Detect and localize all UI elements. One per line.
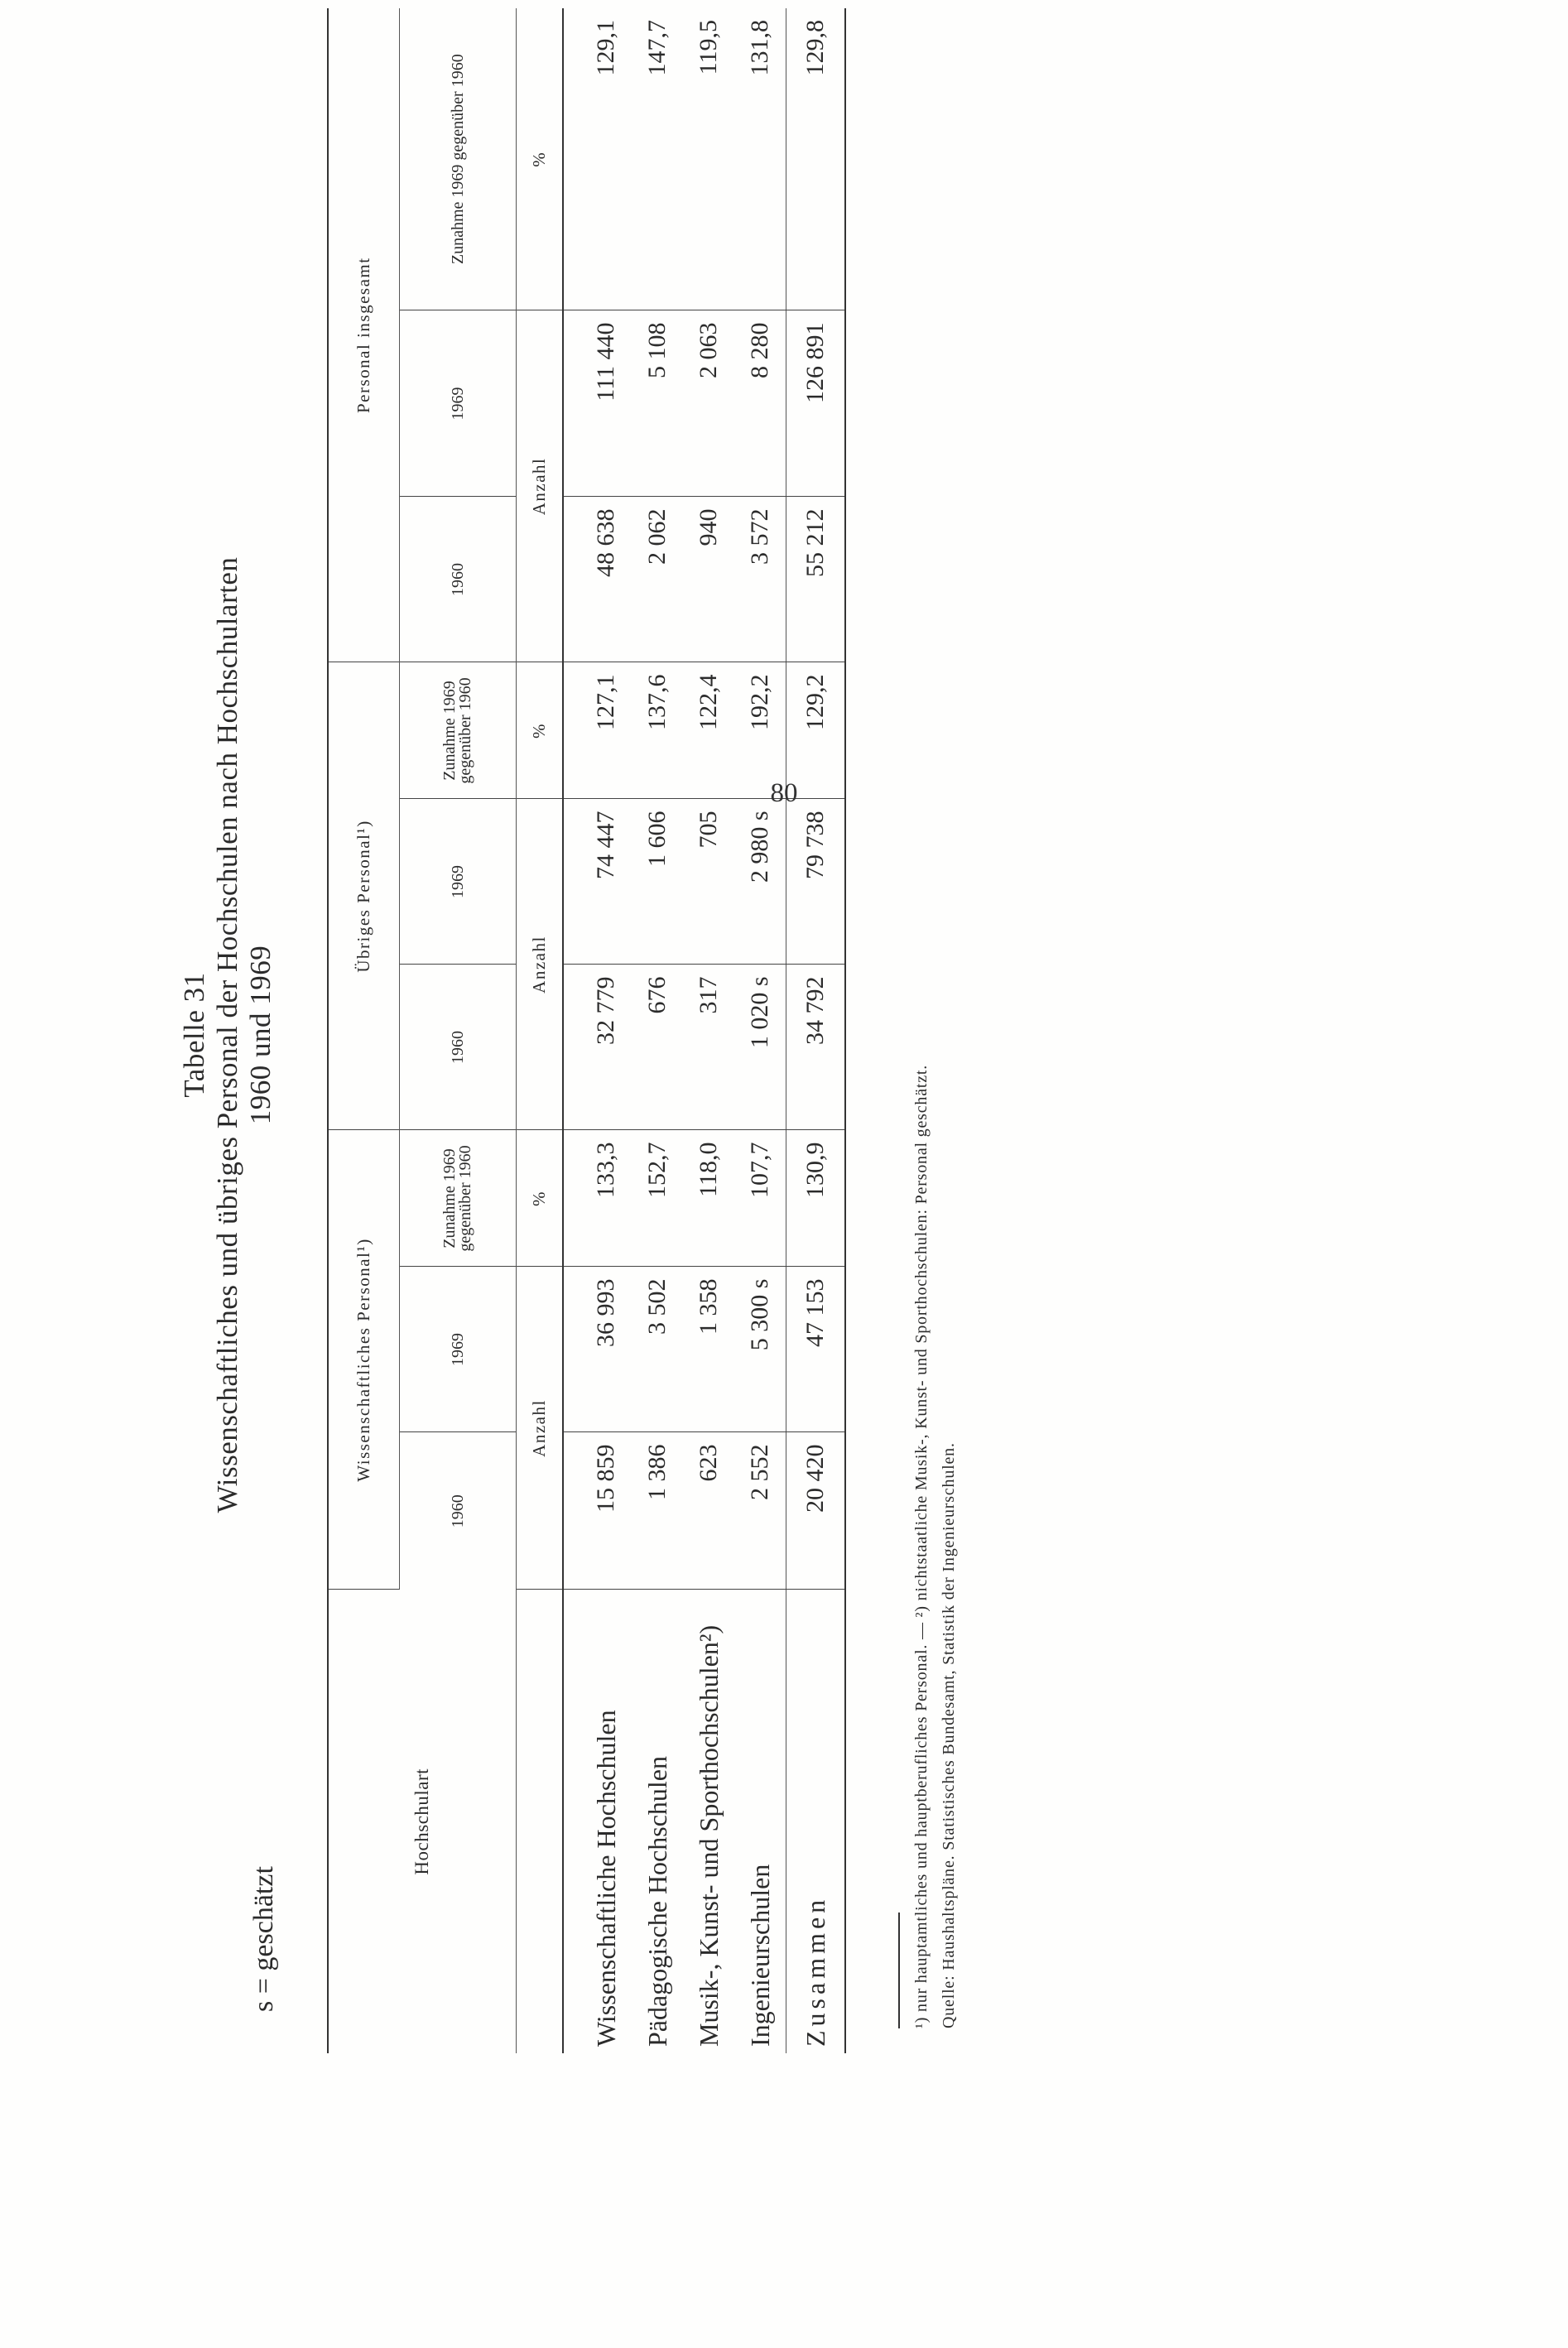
unit-count: Anzahl [517,310,564,662]
cell-value: 20 420 [786,1432,846,1590]
cell-value: 119,5 [683,8,734,310]
row-label: Pädagogische Hochschulen [642,1755,672,2047]
footnote-rule [898,1913,900,2028]
row-label: Musik-, Kunst- und Sporthochschulen²) [693,1624,724,2047]
group-header-other: Übriges Personal¹) [328,662,400,1130]
unit-row [517,8,564,2053]
cell-value: 8 280 [734,310,786,497]
col-header-1969: 1969 [400,799,517,965]
table-title: Wissenschaftliches und übriges Personal der Hochschulen nach Hochschularten [211,556,243,1513]
unit-blank [517,1590,564,2053]
cell-value: 5 300 s [734,1267,786,1432]
cell-value: 3 502 [632,1267,683,1432]
cell-value: 705 [683,799,734,965]
cell-value: 111 440 [563,310,632,497]
source-note: Quelle: Haushaltspläne. Statistisches Bundesamt, Statistik der Ingenieurschulen. [940,1442,958,2028]
cell-value: 127,1 [563,662,632,799]
cell-value: 940 [683,497,734,662]
cell-value: 2 552 [734,1432,786,1590]
col-header-1960: 1960 [400,497,517,662]
group-header-row [328,8,400,2053]
col-header-1960: 1960 [400,1432,517,1590]
cell-value: 47 153 [786,1267,846,1432]
cell-value: 1 606 [632,799,683,965]
col-header-1969: 1969 [400,1267,517,1432]
cell-value: 2 063 [683,310,734,497]
cell-value: 126 891 [786,310,846,497]
table-row [683,8,734,2053]
cell-value: 5 108 [632,310,683,497]
cell-value: 1 020 s [734,965,786,1130]
cell-value: 74 447 [563,799,632,965]
table-row-total [786,8,846,2053]
cell-value: 3 572 [734,497,786,662]
col-header-change: Zunahme 1969 gegenüber 1960 [400,662,517,799]
cell-value: 2 980 s [734,799,786,965]
cell-value: 32 779 [563,965,632,1130]
group-header-total: Personal insgesamt [328,8,400,662]
cell-value: 107,7 [734,1130,786,1267]
col-header-1960: 1960 [400,965,517,1130]
row-label: Zusammen [786,1590,846,2053]
cell-value: 129,2 [786,662,846,799]
row-header-hochschulart: Hochschulart [328,1590,517,2053]
cell-value: 317 [683,965,734,1130]
cell-value: 133,3 [563,1130,632,1267]
cell-value: 55 212 [786,497,846,662]
table-row [632,8,683,2053]
personnel-table [327,8,846,2053]
cell-value: 623 [683,1432,734,1590]
page-number: 80 [770,778,798,808]
table-row [734,8,786,2053]
col-header-change: Zunahme 1969 gegenüber 1960 [400,8,517,310]
cell-value: 2 062 [632,497,683,662]
col-header-change: Zunahme 1969 gegenüber 1960 [400,1130,517,1267]
cell-value: 1 358 [683,1267,734,1432]
footnotes [898,1065,963,2028]
cell-value: 676 [632,965,683,1130]
cell-value: 129,8 [786,8,846,310]
cell-value: 129,1 [563,8,632,310]
row-label: Ingenieurschulen [744,1864,775,2047]
table-title-block [178,0,277,2086]
cell-value: 147,7 [632,8,683,310]
cell-value: 122,4 [683,662,734,799]
estimate-legend: s = geschätzt [248,1866,279,2012]
unit-count: Anzahl [517,1267,564,1590]
cell-value: 137,6 [632,662,683,799]
footnote-text: ¹) nur hauptamtliches und hauptberufliches Personal. — ²) nichtstaatliche Musik-, Kunst- und Sporthochschulen: Personal geschätzt. [912,1064,931,2028]
cell-value: 48 638 [563,497,632,662]
cell-value: 131,8 [734,8,786,310]
table-number: Tabelle 31 [178,972,210,1098]
group-header-scientific: Wissenschaftliches Personal¹) [328,1130,400,1590]
unit-count: Anzahl [517,799,564,1130]
unit-percent: % [517,1130,564,1267]
cell-value: 79 738 [786,799,846,965]
cell-value: 34 792 [786,965,846,1130]
cell-value: 152,7 [632,1130,683,1267]
table-years: 1960 und 1969 [244,945,277,1125]
row-label: Wissenschaftliche Hochschulen [590,1710,621,2047]
cell-value: 1 386 [632,1432,683,1590]
col-header-1969: 1969 [400,310,517,497]
unit-percent: % [517,8,564,310]
cell-value: 15 859 [563,1432,632,1590]
cell-value: 118,0 [683,1130,734,1267]
cell-value: 36 993 [563,1267,632,1432]
unit-percent: % [517,662,564,799]
cell-value: 192,2 [734,662,786,799]
table-row [563,8,632,2053]
cell-value: 130,9 [786,1130,846,1267]
